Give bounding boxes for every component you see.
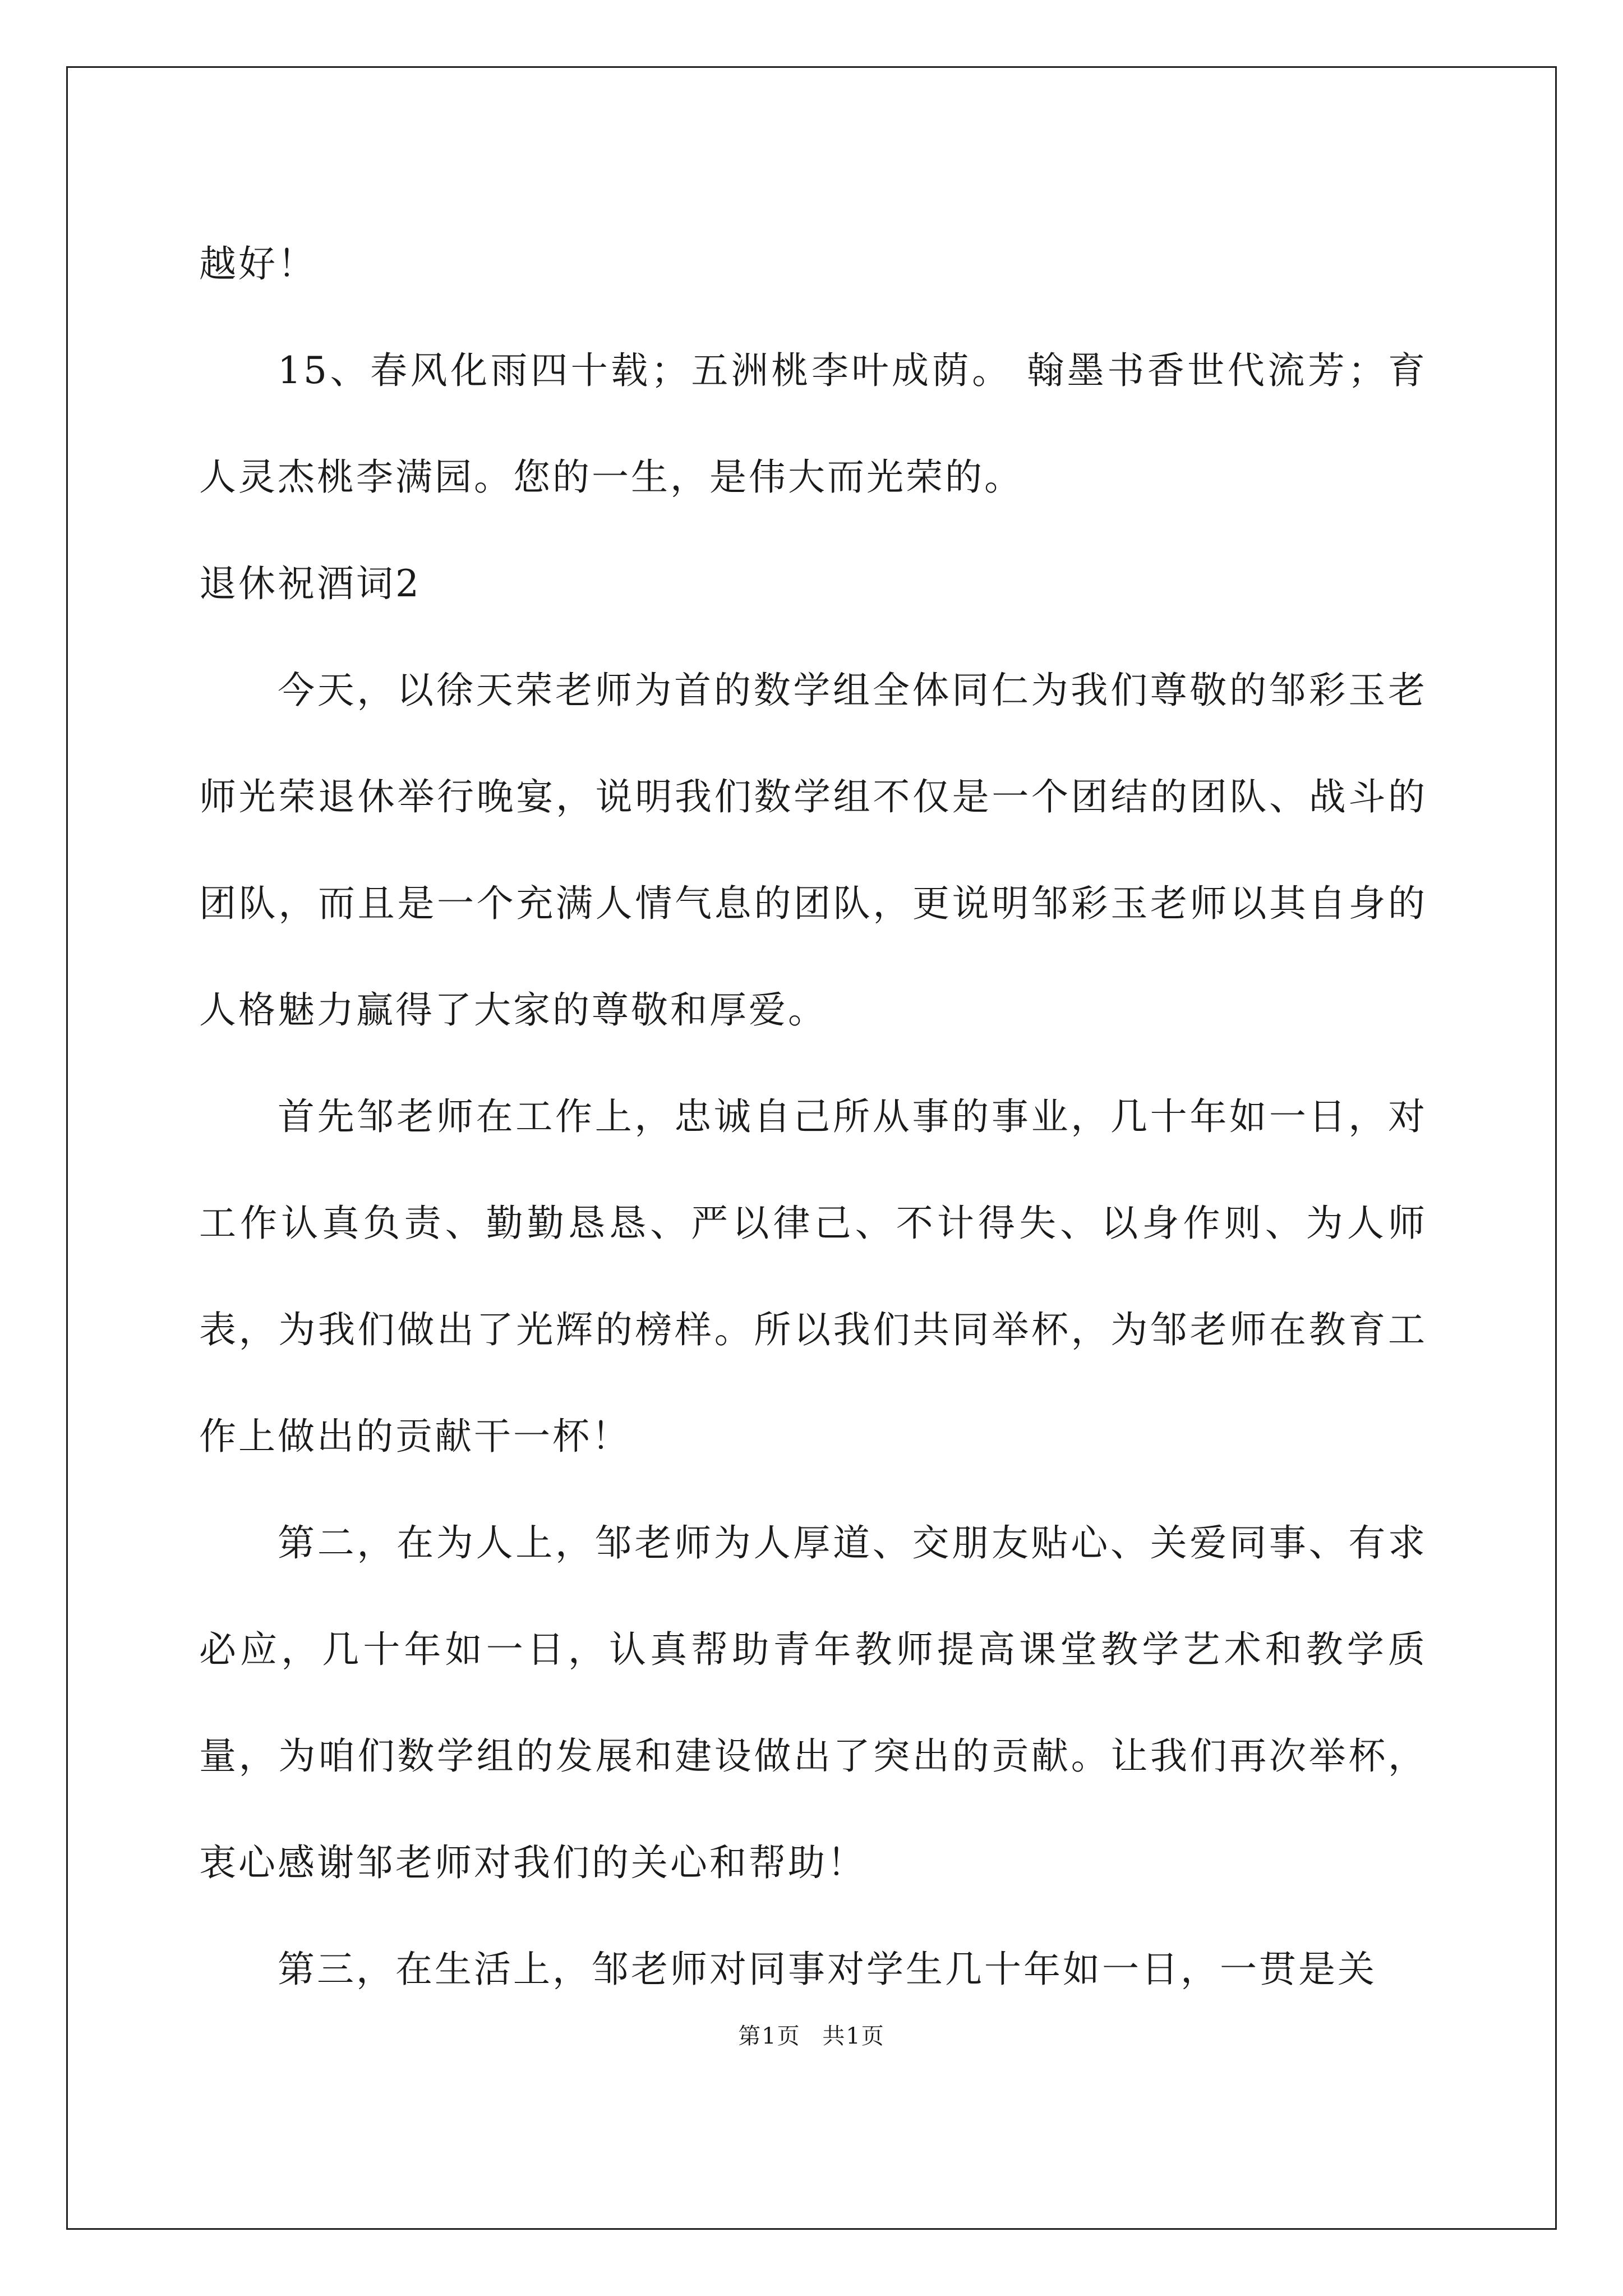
document-body <box>199 211 1427 2023</box>
paragraph-first: 首先邹老师在工作上，忠诚自己所从事的事业，几十年如一日，对工作认真负责、勤勤恳恳、严以律己、不计得失、以身作则、为人师表，为我们做出了光辉的榜样。所以我们共同举杯，为邹老师在教育工作上做出的贡献干一杯！ <box>199 1095 1427 1458</box>
paragraph-item-15: 15、春风化雨四十载；五洲桃李叶成荫。 翰墨书香世代流芳；育人灵杰桃李满园。您的一生，是伟大而光荣的。 <box>199 349 1427 499</box>
section-heading: 退休祝酒词2 <box>199 562 421 605</box>
paragraph-continuation: 越好！ <box>199 242 317 286</box>
page-footer <box>0 2019 1623 2053</box>
paragraph-third: 第三，在生活上，邹老师对同事对学生几十年如一日，一贯是关 <box>278 1948 1377 1991</box>
paragraph-intro: 今天，以徐天荣老师为首的数学组全体同仁为我们尊敬的邹彩玉老师光荣退休举行晚宴，说明我们数学组不仅是一个团结的团队、战斗的团队，而且是一个充满人情气息的团队，更说明邹彩玉老师以其自身的人格魅力赢得了大家的尊敬和厚爱。 <box>199 669 1427 1032</box>
page-number: 第1页 <box>738 2023 801 2049</box>
paragraph-second: 第二，在为人上，邹老师为人厚道、交朋友贴心、关爱同事、有求必应，几十年如一日，认真帮助青年教师提高课堂教学艺术和教学质量，为咱们数学组的发展和建设做出了突出的贡献。让我们再次举杯，衷心感谢邹老师对我们的关心和帮助！ <box>199 1521 1427 1884</box>
page-total: 共1页 <box>822 2023 885 2049</box>
